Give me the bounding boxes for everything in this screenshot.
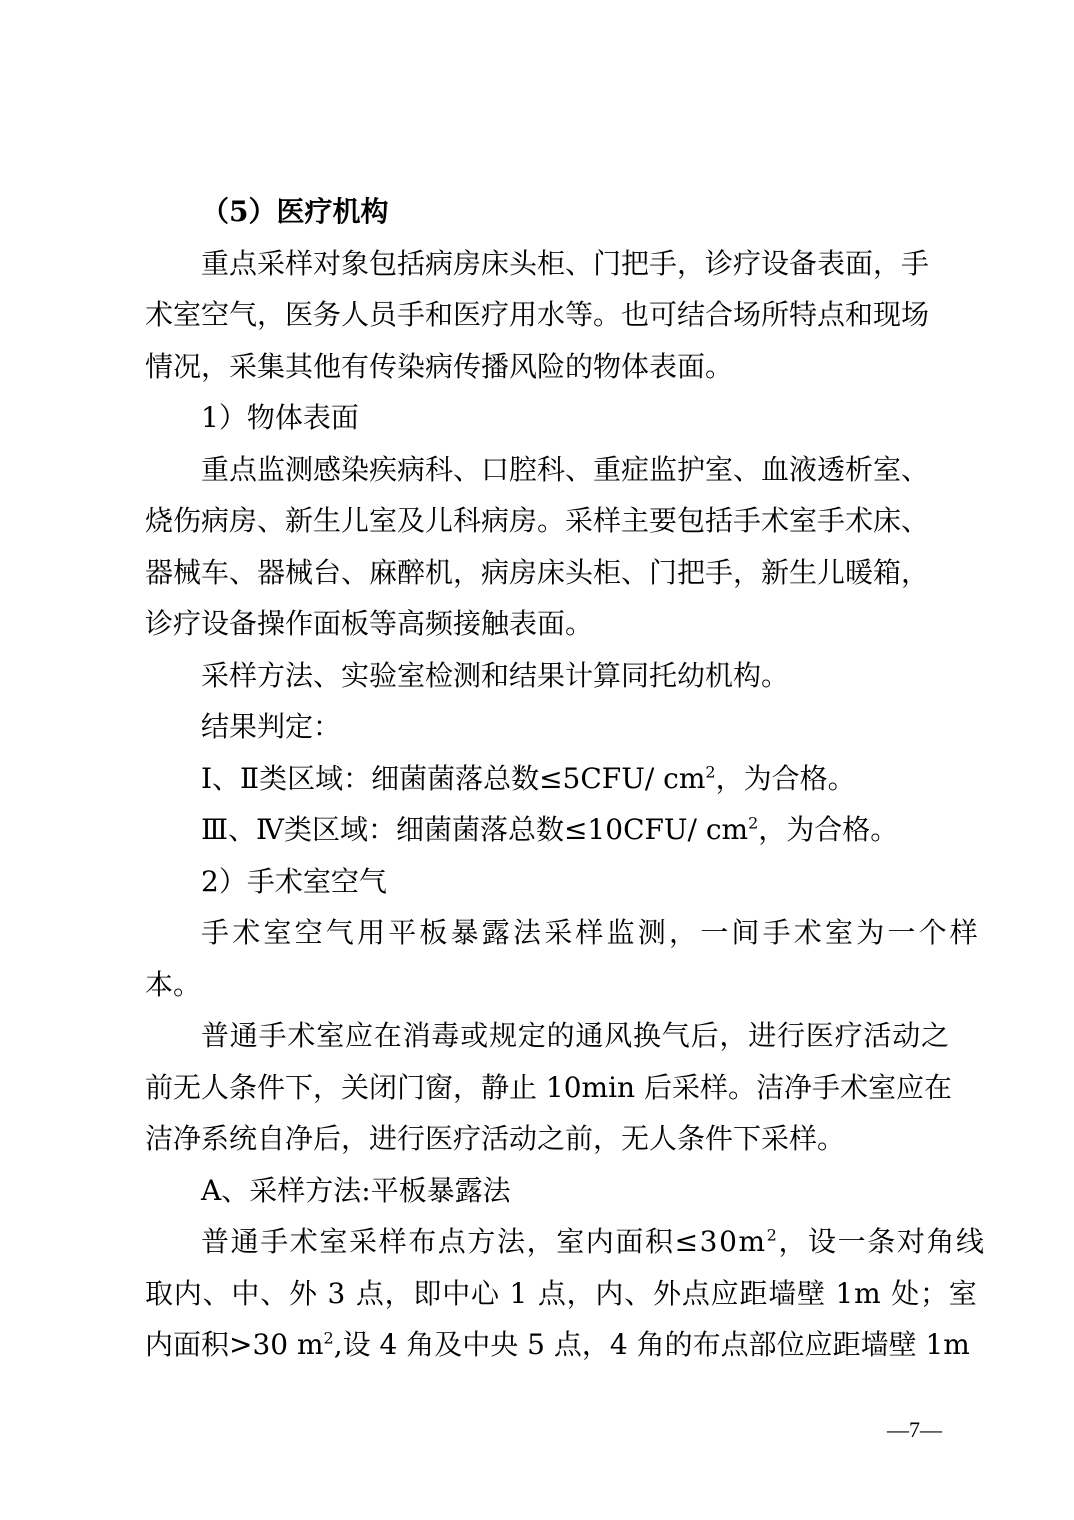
- superscript: 2: [766, 1225, 779, 1245]
- paragraph-line: 诊疗设备操作面板等高频接触表面。: [145, 607, 594, 640]
- result-line-1: [145, 753, 945, 805]
- paragraph-line: 重点监测感染疾病科、口腔科、重症监护室、血液透析室、: [201, 452, 930, 486]
- result-text: Ⅲ、Ⅳ类区域：细菌菌落总数≤10CFU/ cm: [201, 813, 749, 846]
- paragraph-line: 本。: [145, 967, 202, 1001]
- superscript: 2: [705, 762, 716, 782]
- subsection-heading: 2）手术室空气: [201, 864, 387, 898]
- para-text: 内面积>30 m: [145, 1328, 324, 1361]
- paragraph-line: [145, 1319, 970, 1371]
- paragraph-line: 前无人条件下，关闭门窗，静止 10min 后采样。洁净手术室应在: [145, 1070, 952, 1104]
- paragraph-line: 普通手术室应在消毒或规定的通风换气后，进行医疗活动之: [201, 1019, 950, 1052]
- result-text: ，为合格。: [758, 813, 899, 846]
- result-text: Ⅰ、Ⅱ类区域：细菌菌落总数≤5CFU/ cm: [201, 761, 706, 795]
- paragraph-line: 采样方法、实验室检测和结果计算同托幼机构。: [201, 658, 790, 692]
- subsection-heading: 1）物体表面: [201, 401, 359, 434]
- subsection-heading: A、采样方法:平板暴露法: [201, 1173, 511, 1207]
- superscript: 2: [323, 1328, 334, 1348]
- para-text: 普通手术室采样布点方法，室内面积≤30m: [201, 1225, 767, 1258]
- para-text: ，设一条对角线: [778, 1225, 986, 1258]
- paragraph-line: 取内、中、外 3 点，即中心 1 点，内、外点应距墙壁 1m 处；室: [145, 1276, 978, 1310]
- paragraph-line: 烧伤病房、新生儿室及儿科病房。采样主要包括手术室手术床、: [145, 504, 930, 537]
- page-number: —7—: [887, 1417, 942, 1442]
- section-heading: （5）医疗机构: [201, 195, 389, 228]
- result-text: ，为合格。: [715, 761, 856, 795]
- paragraph-line: 术室空气，医务人员手和医疗用水等。也可结合场所特点和现场: [145, 298, 930, 331]
- paragraph-line: 情况，采集其他有传染病传播风险的物体表面。: [145, 349, 734, 383]
- superscript: 2: [748, 813, 759, 833]
- paragraph-line: 重点采样对象包括病房床头柜、门把手，诊疗设备表面，手: [201, 246, 930, 280]
- result-label: 结果判定：: [201, 710, 342, 743]
- document-body: [145, 186, 986, 1371]
- paragraph-line: 器械车、器械台、麻醉机，病房床头柜、门把手，新生儿暖箱，: [145, 555, 930, 589]
- paragraph-line: 手术室空气用平板暴露法采样监测，一间手术室为一个样: [201, 916, 982, 949]
- result-line-2: [145, 804, 945, 856]
- paragraph-line: 洁净系统自净后，进行医疗活动之前，无人条件下采样。: [145, 1122, 846, 1155]
- para-text: ,设 4 角及中央 5 点，4 角的布点部位应距墙壁 1m: [333, 1328, 970, 1361]
- paragraph-line: [145, 1216, 986, 1268]
